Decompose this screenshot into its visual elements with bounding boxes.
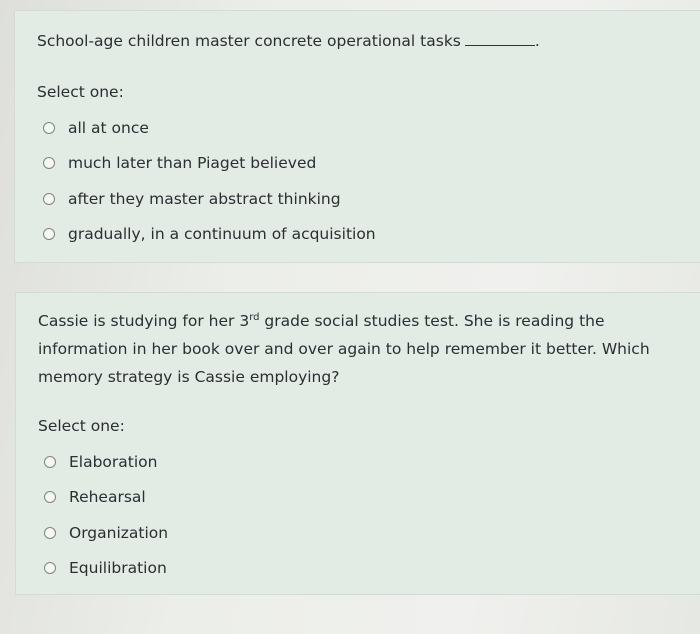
- radio-button[interactable]: [43, 122, 55, 134]
- option-label: Elaboration: [69, 452, 158, 471]
- answer-option[interactable]: [43, 181, 376, 217]
- answer-option[interactable]: [43, 110, 376, 146]
- radio-button[interactable]: [43, 193, 55, 205]
- radio-button[interactable]: [44, 491, 56, 503]
- question-card: [14, 10, 700, 263]
- question-prompt-start: Cassie is studying for her 3: [38, 312, 250, 330]
- answer-option[interactable]: [44, 515, 168, 551]
- select-one-label: Select one:: [38, 417, 125, 435]
- ordinal-suffix: rd: [249, 311, 260, 323]
- answer-options: [43, 110, 376, 252]
- answer-option[interactable]: [43, 217, 376, 253]
- option-label: gradually, in a continuum of acquisition: [68, 225, 376, 244]
- question-text: [38, 307, 678, 391]
- answer-blank: [465, 31, 535, 46]
- option-label: after they master abstract thinking: [68, 189, 341, 208]
- option-label: Rehearsal: [69, 488, 146, 507]
- select-one-label: Select one:: [37, 83, 124, 101]
- radio-button[interactable]: [44, 562, 56, 574]
- answer-option[interactable]: [44, 551, 168, 587]
- radio-button[interactable]: [44, 456, 56, 468]
- option-label: Organization: [69, 523, 169, 542]
- option-label: much later than Piaget believed: [68, 154, 317, 173]
- answer-option[interactable]: [44, 480, 168, 516]
- question-prompt-end: grade social studies test. She is reading the information in her book over and over again to help remember it better. Which memory strategy is Cassie employing?: [38, 312, 650, 386]
- option-label: all at once: [68, 118, 149, 137]
- radio-button[interactable]: [43, 228, 55, 240]
- question-card: [15, 292, 700, 595]
- option-label: Equilibration: [69, 559, 167, 578]
- question-text: School-age children master concrete operational tasks .: [37, 32, 540, 50]
- answer-options: [44, 444, 168, 586]
- answer-option[interactable]: [43, 146, 376, 182]
- radio-button[interactable]: [43, 157, 55, 169]
- radio-button[interactable]: [44, 527, 56, 539]
- answer-option[interactable]: [44, 444, 168, 480]
- question-prompt: School-age children master concrete operational tasks: [37, 32, 461, 50]
